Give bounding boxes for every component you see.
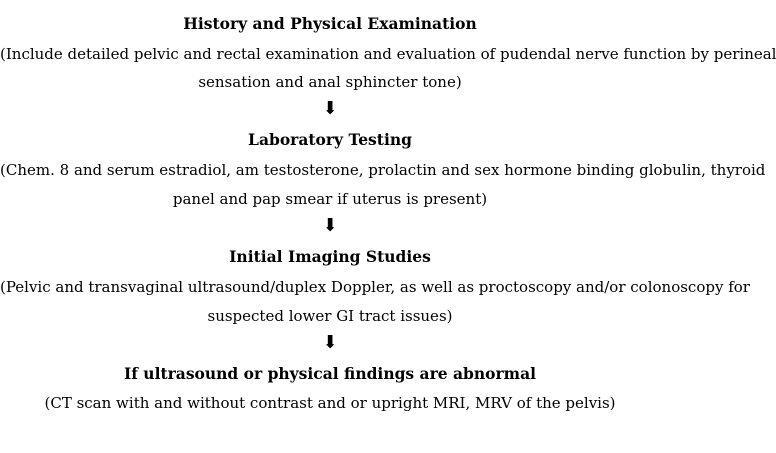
step-1-detail-line-1: (Include detailed pelvic and rectal examination and evaluation of pudendal nerve function by perineal [0, 45, 776, 63]
step-3-detail-line-1: (Pelvic and transvaginal ultrasound/duplex Doppler, as well as proctoscopy and/or colonoscopy for [0, 278, 750, 296]
down-arrow-icon: ⬇ [322, 215, 338, 236]
step-4-title: If ultrasound or physical findings are abnormal [123, 364, 537, 383]
step-4-detail-line-1: (CT scan with and without contrast and or upright MRI, MRV of the pelvis) [44, 394, 616, 412]
step-3-title: Initial Imaging Studies [229, 247, 431, 266]
step-3-detail-line-2: suspected lower GI tract issues) [207, 307, 453, 325]
step-2-detail-line-2: panel and pap smear if uterus is present) [172, 190, 488, 208]
step-2-title: Laboratory Testing [248, 130, 412, 149]
step-1-title: History and Physical Examination [183, 14, 477, 33]
step-2-detail-line-1: (Chem. 8 and serum estradiol, am testosterone, prolactin and sex hormone binding globulin, thyroid [0, 161, 766, 179]
step-1-detail-line-2: sensation and anal sphincter tone) [198, 73, 462, 91]
down-arrow-icon: ⬇ [322, 98, 338, 119]
down-arrow-icon: ⬇ [322, 332, 338, 353]
